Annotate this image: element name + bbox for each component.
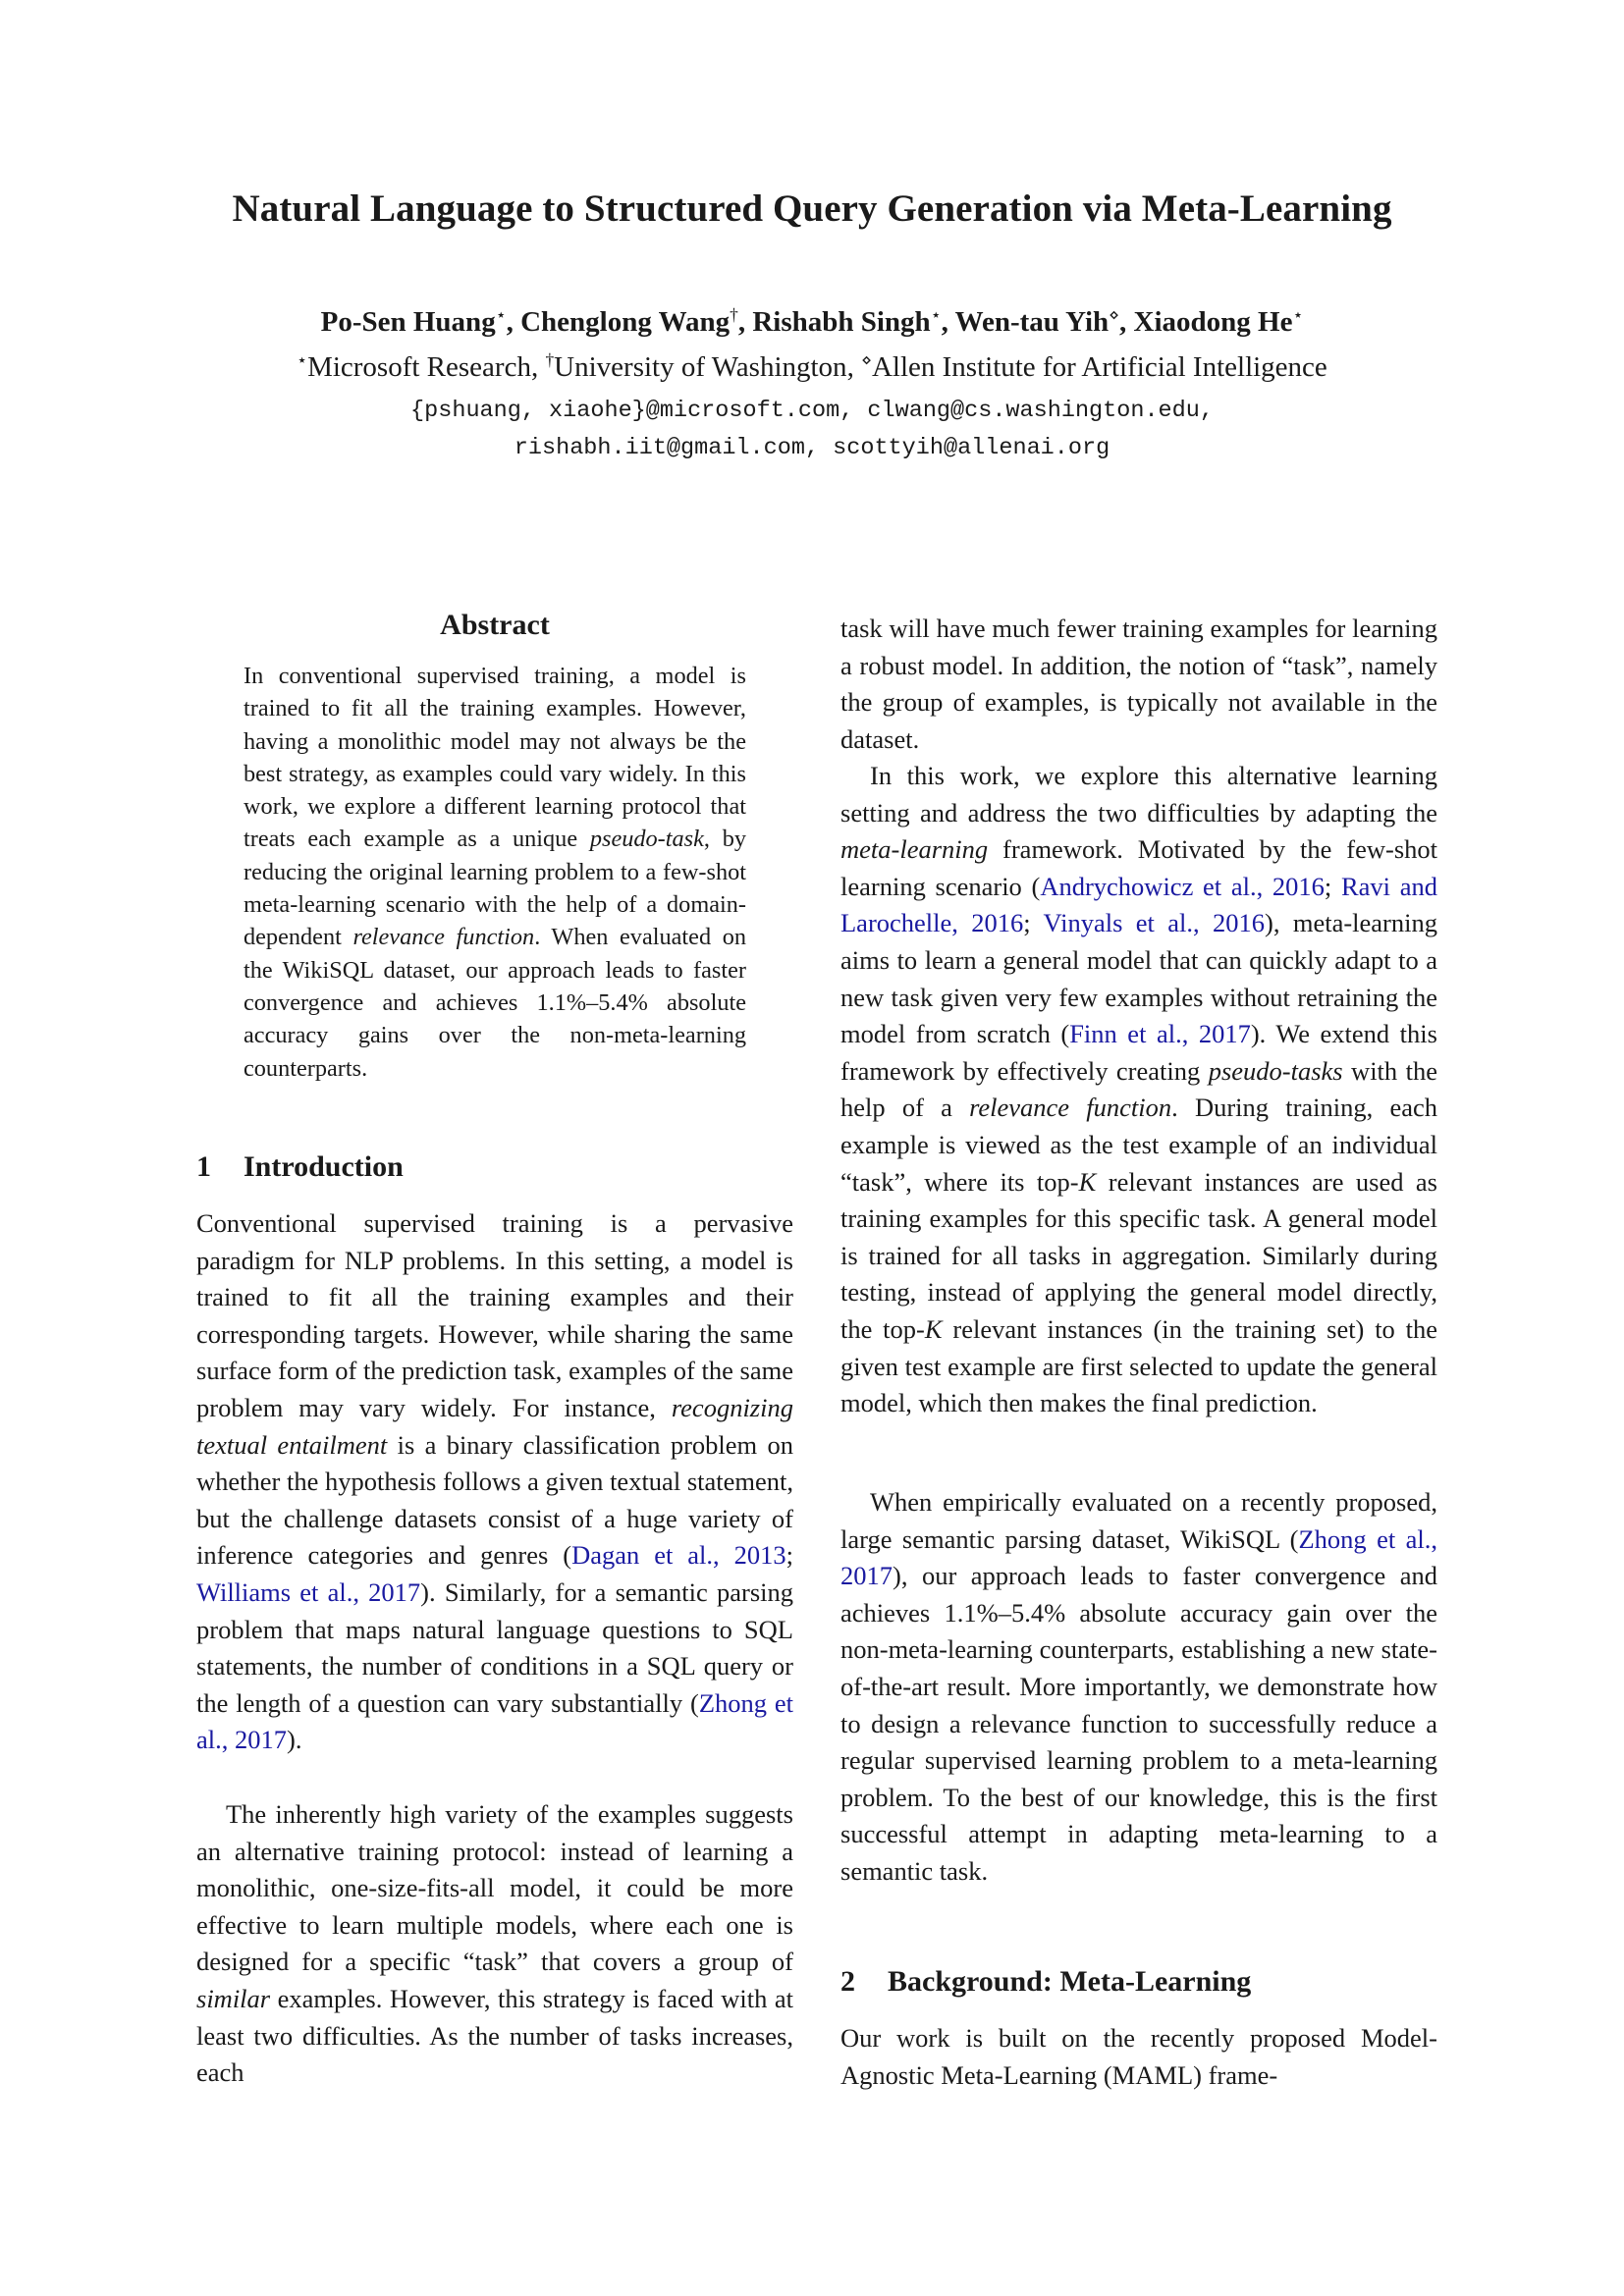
section-heading-introduction: 1 Introduction <box>196 1150 404 1183</box>
citation-link[interactable]: Ravi and Larochelle, 2016 <box>840 871 1437 938</box>
citation-link[interactable]: Zhong et al., 2017 <box>196 1687 793 1755</box>
citation-link[interactable]: Williams et al., 2017 <box>196 1576 421 1607</box>
affiliation: ⋄Allen Institute for Artificial Intelligence <box>861 349 1327 383</box>
author: Chenglong Wang†, <box>520 304 753 338</box>
intro-paragraph-1: Conventional supervised training is a pervasive paradigm for NLP problems. In this setting, a model is trained to fit all the training examples and their corresponding targets. However, while sharing the same surface form of the prediction task, examples of the same problem may vary widely. For instance, recognizing textual entailment is a binary classification problem on whether the hypothesis follows a given textual statement, but the challenge datasets consist of a huge variety of inference categories and genres (Dagan et al., 2013; Williams et al., 2017). Similarly, for a semantic parsing problem that maps natural language questions to SQL statements, the number of conditions in a SQL query or the length of a question can vary substantially (Zhong et al., 2017). <box>196 1208 793 1755</box>
citation-link[interactable]: Zhong et al., 2017 <box>840 1523 1438 1591</box>
affiliation-list <box>0 351 1624 384</box>
author: Rishabh Singh⋆, <box>752 304 955 338</box>
author: Xiaodong He⋆ <box>1133 304 1304 338</box>
citation-link[interactable]: Vinyals et al., 2016 <box>1043 908 1266 938</box>
email-line: rishabh.iit@gmail.com, scottyih@allenai.org <box>514 435 1110 461</box>
intro-paragraph-2: The inherently high variety of the examples suggests an alternative training protocol: instead of learning a monolithic, one-size-fits-all model, it could be more effective to learn multiple models, where each one is designed for a specific “task” that covers a group of similar examples. However, this strategy is faced with at least two difficulties. As the number of tasks increases, each <box>196 1799 793 2088</box>
citation-link[interactable]: Andrychowicz et al., 2016 <box>1040 871 1325 901</box>
author-emails <box>0 393 1624 467</box>
abstract-heading: Abstract <box>440 609 550 641</box>
abstract-text: In conventional supervised training, a model is trained to fit all the training examples. However, having a monolithic model may not always be the best strategy, as examples could vary widely. In this work, we explore a different learning protocol that treats each example as a unique pseudo-task, by reducing the original learning problem to a few-shot meta-learning scenario with the help of a domain-dependent relevance function. When evaluated on the WikiSQL dataset, our approach leads to faster convergence and achieves 1.1%–5.4% absolute accuracy gains over the non-meta-learning counterparts. <box>244 663 747 1082</box>
intro-paragraph-5: When empirically evaluated on a recently proposed, large semantic parsing dataset, WikiSQL (Zhong et al., 2017), our approach leads to faster convergence and achieves 1.1%–5.4% absolute accuracy gain over the non-meta-learning counterparts, establishing a new state-of-the-art result. More importantly, we demonstrate how to design a relevance function to successfully reduce a regular supervised learning problem to a meta-learning problem. To the best of our knowledge, this is the first successful attempt in adapting meta-learning to a semantic task. <box>840 1487 1438 1886</box>
author-list <box>0 306 1624 339</box>
author: Po-Sen Huang⋆, <box>320 304 521 338</box>
email-line: {pshuang, xiaohe}@microsoft.com, clwang@cs.washington.edu, <box>410 398 1214 424</box>
paper-title: Natural Language to Structured Query Generation via Meta-Learning <box>232 187 1392 230</box>
affiliation: †University of Washington, <box>545 349 862 383</box>
citation-link[interactable]: Dagan et al., 2013 <box>571 1540 786 1571</box>
background-paragraph-1: Our work is built on the recently proposed Model-Agnostic Meta-Learning (MAML) frame- <box>840 2023 1437 2090</box>
affiliation: ⋆Microsoft Research, <box>297 349 546 383</box>
intro-paragraph-3: task will have much fewer training examples for learning a robust model. In addition, the notion of “task”, namely the group of examples, is typically not available in the dataset. <box>840 614 1437 754</box>
intro-paragraph-4: In this work, we explore this alternative learning setting and address the two difficulties by adapting the meta-learning framework. Motivated by the few-shot learning scenario (Andrychowicz et al., 2016; Ravi and Larochelle, 2016; Vinyals et al., 2016), meta-learning aims to learn a general model that can quickly adapt to a new task given very few examples without retraining the model from scratch (Finn et al., 2017). We extend this framework by effectively creating pseudo-tasks with the help of a relevance function. During training, each example is viewed as the test example of an individual “task”, where its top-K relevant instances are used as training examples for this specific task. A general model is trained for all tasks in aggregation. Similarly during testing, instead of applying the general model directly, the top-K relevant instances (in the training set) to the given test example are first selected to update the general model, which then makes the final prediction. <box>840 761 1437 1418</box>
section-heading-background: 2 Background: Meta-Learning <box>840 1965 1252 1998</box>
citation-link[interactable]: Finn et al., 2017 <box>1069 1019 1251 1049</box>
author: Wen-tau Yih⋄, <box>954 304 1134 338</box>
